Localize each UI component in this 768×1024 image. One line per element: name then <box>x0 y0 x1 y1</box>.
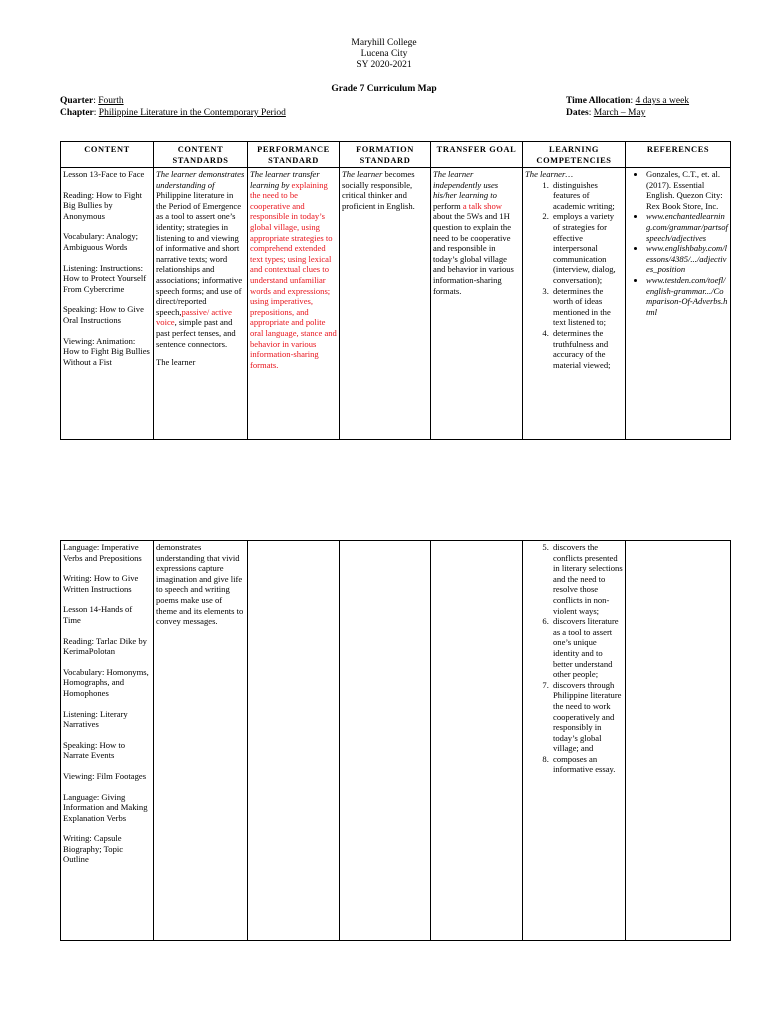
content-item: Lesson 14-Hands of Time <box>63 604 133 625</box>
document-title: Grade 7 Curriculum Map <box>331 84 437 94</box>
performance-text-2: , prepositions <box>250 296 314 317</box>
performance-text-3: , and appropriate and polite oral language <box>250 306 326 338</box>
formation-intro: The learner <box>342 169 383 179</box>
learning-competencies-cell <box>523 168 626 440</box>
list-item: 2. employs a variety of strategies for effective interpersonal communication (interview, dialog, conversation); <box>551 211 623 285</box>
list-item: 3. determines the worth of ideas mentioned in the text listened to; <box>551 286 623 328</box>
references-cell <box>626 541 731 941</box>
standards-highlight: passive/ active voice <box>156 306 232 328</box>
column-header: LEARNING COMPETENCIES <box>523 142 626 168</box>
quarter-value: Fourth <box>98 96 124 106</box>
chapter-label: Chapter <box>60 108 94 118</box>
transfer-highlight: a talk show <box>462 200 502 211</box>
content-item: Listening: Literary Narratives <box>63 708 128 730</box>
list-item: 8. composes an informative essay. <box>551 754 623 775</box>
content-item: Writing: Capsule Biography; Topic Outline <box>63 833 124 865</box>
list-item: 7. discovers through Philippine literature the need to work cooperatively and responsibly in today’s global village; and <box>551 680 623 754</box>
standards-tail: The learner <box>156 357 196 368</box>
formation-standard-cell <box>340 168 431 440</box>
performance-standard-cell <box>248 168 340 440</box>
reference-link[interactable]: • www.englishbaby.com/lessons/4385/.../adjectives_position <box>646 243 728 275</box>
curriculum-table-part-1 <box>60 141 731 440</box>
quarter-line: Quarter: Fourth <box>60 96 124 106</box>
dates-label: Dates <box>566 108 589 118</box>
dates-line: Dates: March – May <box>566 108 646 118</box>
list-item: 4. determines the truthfulness and accuracy of the material viewed; <box>551 328 623 370</box>
content-item: Reading: How to Fight Big Bullies by Anonymous <box>63 189 143 221</box>
formation-text: becomes socially responsible, critical thinker and proficient in English. <box>342 169 415 211</box>
competencies-list <box>525 180 623 371</box>
performance-intro: The learner transfer learning by <box>250 169 320 190</box>
performance-text-4: , stance and behavior in various information-sharing formats. <box>250 327 337 370</box>
content-item: Listening: Instructions: How to Protect Yourself From Cybercrime <box>63 262 147 294</box>
list-item: • Gonzales, C.T., et. al. (2017). Essential English. Quezon City: Rex Book Store, Inc. <box>646 169 728 211</box>
content-item: Speaking: How to Narrate Events <box>63 739 126 761</box>
content-item: Vocabulary: Homonyms, Homographs, and Homophones <box>63 666 149 698</box>
table-header-row <box>61 142 731 168</box>
chapter-value: Philippine Literature in the Contemporary Period <box>98 108 286 118</box>
content-item: Speaking: How to Give Oral Instructions <box>63 304 144 325</box>
transfer-goal-cell <box>431 168 523 440</box>
content-item: Viewing: Animation: How to Fight Big Bullies Without a Fist <box>63 335 150 367</box>
list-item: 1. distinguishes features of academic writing; <box>551 180 623 212</box>
time-allocation-line: Time Allocation: 4 days a week <box>566 96 690 106</box>
performance-text: explaining the need to be cooperative and responsible in today’s global village, using appropriate strategies to comprehend extended text types; using lexical and contextual clues to understand unfamiliar words and expressions; using imperatives <box>250 179 333 307</box>
content-standards-cell <box>154 541 248 941</box>
column-header: CONTENT STANDARDS <box>154 142 248 168</box>
chapter-line: Chapter: Philippine Literature in the Contemporary Period <box>60 108 286 118</box>
column-header: CONTENT <box>61 142 154 168</box>
time-allocation-label: Time Allocation <box>566 96 631 106</box>
column-header: TRANSFER GOAL <box>431 142 523 168</box>
standards-text: Philippine literature in the Period of Emergence as a tool to assert one’s identity; strategies in listening to and viewing of informative and short narrative texts; word relationships and associations; informative speech forms; and use of direct/reported speech, <box>156 190 243 317</box>
reference-link[interactable]: • www.enchantedlearning.com/grammar/partsofspeech/adjectives <box>646 211 728 243</box>
list-item: 6. discovers literature as a tool to assert one’s unique identity and to better understand other people; <box>551 616 623 680</box>
quarter-label: Quarter <box>60 96 94 106</box>
content-item: Reading: Tarlac Dike by KerimaPolotan <box>63 635 147 657</box>
performance-standard-cell <box>248 541 340 941</box>
competencies-intro: The learner… <box>525 169 573 179</box>
standards-text: demonstrates understanding that vivid expressions capture imagination and give life to speech and writing poems make use of theme and its elements to convey messages. <box>156 542 244 627</box>
list-item: 5. discovers the conflicts presented in literary selections and the need to resolve those conflicts in non-violent ways; <box>551 542 623 616</box>
school-city: Lucena City <box>360 49 408 59</box>
content-item: Language: Giving Information and Making Explanation Verbs <box>63 791 148 823</box>
content-item: Writing: How to Give Written Instructions <box>63 573 139 594</box>
content-item: Vocabulary: Analogy; Ambiguous Words <box>63 231 139 252</box>
references-cell <box>626 168 731 440</box>
time-allocation-value: 4 days a week <box>635 96 690 106</box>
content-item: Language: Imperative Verbs and Prepositions <box>63 542 142 563</box>
reference-link[interactable]: • www.testden.com/toefl/english-grammar.../Comparison-Of-Adverbs.html <box>646 275 728 317</box>
school-name: Maryhill College <box>351 38 417 48</box>
standards-text-2: , simple past and past perfect tenses, and sentence connectors. <box>156 317 236 349</box>
table-row <box>61 541 731 941</box>
transfer-text-2: about the 5Ws and 1H question to explain the need to be cooperative and responsible in today’s global village and behavior in various information-sharing formats. <box>433 211 514 296</box>
formation-standard-cell <box>340 541 431 941</box>
column-header: FORMATION STANDARD <box>340 142 431 168</box>
content-item: Lesson 13-Face to Face <box>63 169 145 179</box>
content-standards-cell <box>154 168 248 440</box>
transfer-intro: The learner independently uses his/her learning to <box>433 169 499 201</box>
standards-intro: The learner demonstrates understanding of <box>156 169 245 190</box>
transfer-text: perform <box>433 200 461 211</box>
dates-value: March – May <box>593 108 646 118</box>
column-header: PERFORMANCE STANDARD <box>248 142 340 168</box>
curriculum-table-part-2 <box>60 540 731 941</box>
table-row <box>61 168 731 440</box>
content-item: Viewing: Film Footages <box>63 770 147 781</box>
content-cell <box>61 541 154 941</box>
column-header: REFERENCES <box>626 142 731 168</box>
competencies-list <box>525 542 623 775</box>
school-year: SY 2020-2021 <box>356 60 412 70</box>
content-cell <box>61 168 154 440</box>
transfer-goal-cell <box>431 541 523 941</box>
learning-competencies-cell <box>523 541 626 941</box>
references-list <box>628 169 728 317</box>
